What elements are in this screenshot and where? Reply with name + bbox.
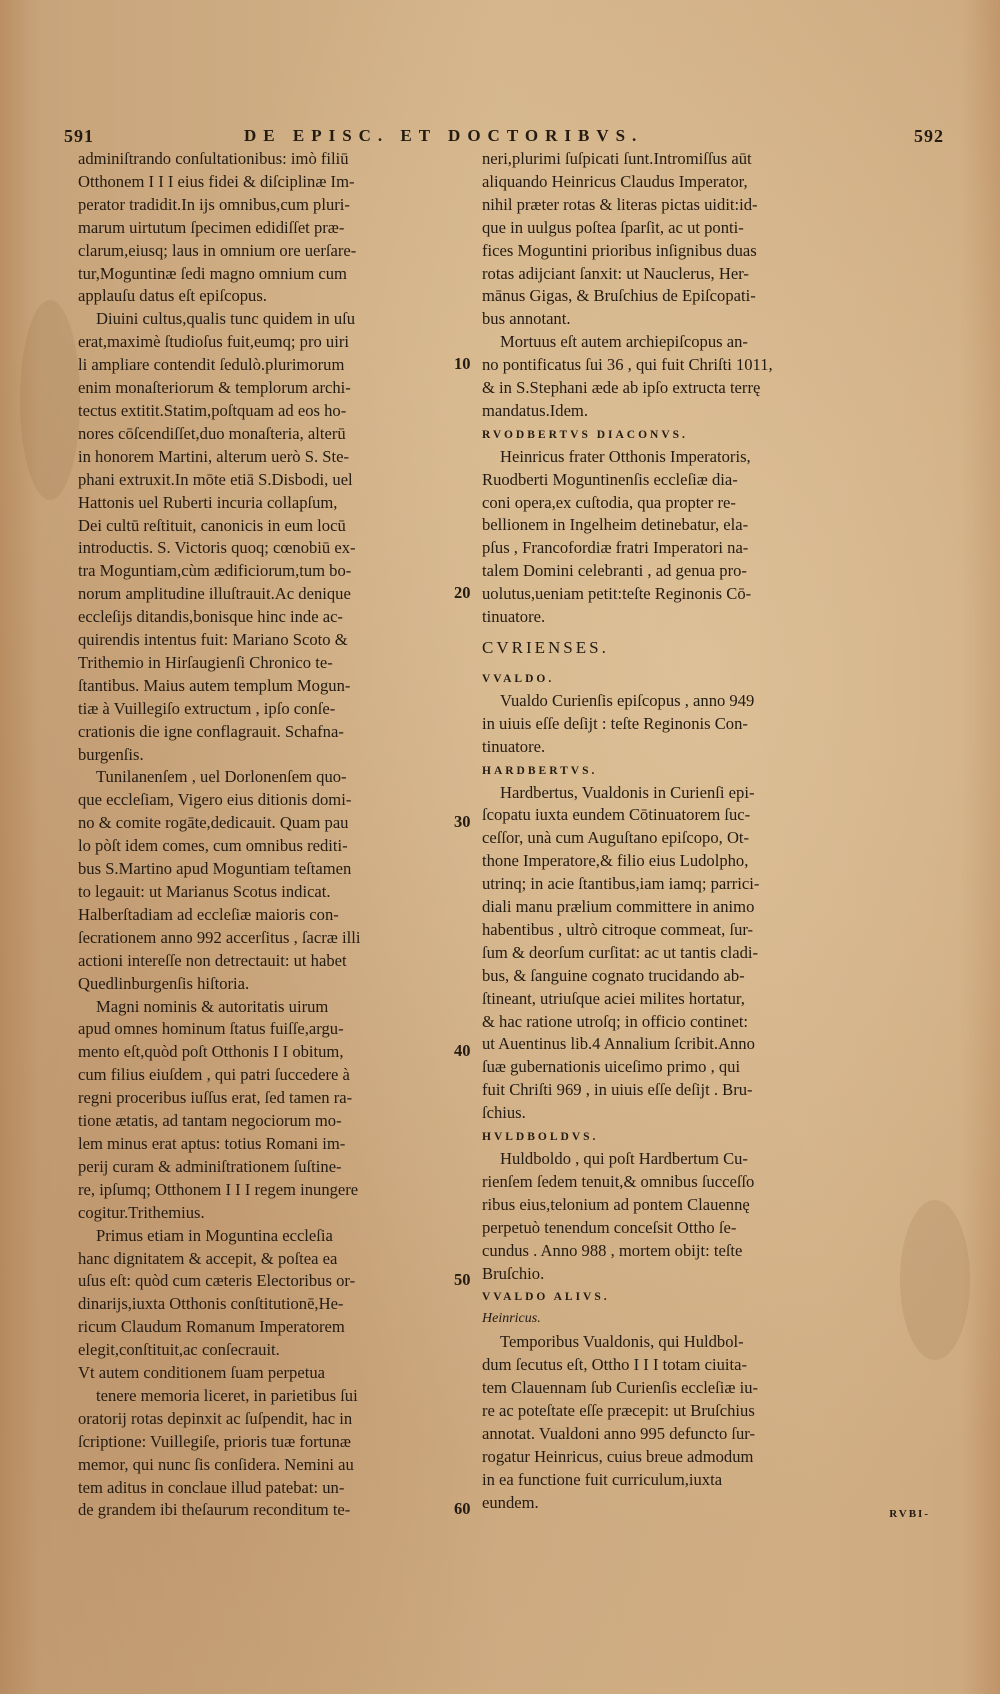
text-line: re, ipſumq; Otthonem I I I regem inungere bbox=[78, 1179, 359, 1199]
text-line: bus annotant. bbox=[482, 309, 571, 329]
text-line: dum ſecutus eſt, Ottho I I I totam ciuita- bbox=[482, 1355, 747, 1375]
text-line: lem minus erat aptus: totius Romani im- bbox=[78, 1133, 346, 1153]
text-line: phani extruxit.In mōte etiā S.Disbodi, uel bbox=[78, 469, 353, 489]
text-line: in honorem Martini, alterum uerò S. Ste- bbox=[78, 446, 349, 466]
text-line: crationis die igne conflagrauit. Schafna- bbox=[78, 721, 344, 741]
text-line: rogatur Heinricus, cuius breue admodum bbox=[482, 1446, 754, 1466]
text-line: tinuatore. bbox=[482, 736, 546, 756]
text-line: ſchius. bbox=[482, 1103, 526, 1123]
running-header bbox=[64, 126, 944, 148]
text-line: in uiuis eſſe deſijt : teſte Reginonis Con- bbox=[482, 713, 748, 733]
left-column bbox=[78, 148, 488, 1522]
text-line: fices Moguntini prioribus inſignibus duas bbox=[482, 240, 757, 260]
text-line: cum filius eiuſdem , qui patri ſuccedere à bbox=[78, 1065, 350, 1085]
text-line: pſus , Francofordiæ fratri Imperatori na- bbox=[482, 538, 749, 558]
text-line: li ampliare contendit ſedulò.plurimorum bbox=[78, 355, 345, 375]
text-line: memor, qui nunc ſis conſidera. Nemini au bbox=[78, 1454, 354, 1474]
text-line: adminiſtrando conſultationibus: imò filiū bbox=[78, 149, 349, 168]
text-line: ſuæ gubernationis uiceſimo primo , qui bbox=[482, 1057, 741, 1077]
paragraph bbox=[482, 331, 890, 423]
heading-vualdo-alius: VVALDO ALIVS. bbox=[482, 1291, 610, 1304]
text-line: actioni intereſſe non detrectauit: ut habet bbox=[78, 950, 347, 970]
text-line: elegit,conſtituit,ac conſecrauit. bbox=[78, 1340, 280, 1360]
text-line: Halberſtadiam ad eccleſiæ maioris con- bbox=[78, 904, 339, 924]
text-line: ricum Claudum Romanum Imperatorem bbox=[78, 1317, 345, 1337]
text-line: dinarijs,iuxta Otthonis conſtitutionē,He- bbox=[78, 1294, 344, 1314]
line-number: 10 bbox=[454, 354, 471, 374]
line-number: 30 bbox=[454, 812, 471, 832]
heading-subtitle: Heinricus. bbox=[482, 1311, 541, 1327]
heading-ruodbertus: RVODBERTVS DIACONVS. bbox=[482, 428, 688, 441]
text-line: que in uulgus poſtea ſparſit, ac ut ponti- bbox=[482, 217, 744, 237]
text-line: bus, & ſanguine cognato trucidando ab- bbox=[482, 965, 745, 985]
text-line: eccleſijs ditandis,bonisque hinc inde ac- bbox=[78, 607, 343, 627]
page-number-left: 591 bbox=[64, 126, 94, 146]
text-line: tem aditus in conclaue illud patebat: un- bbox=[78, 1477, 345, 1497]
text-line: erat,maximè ſtudioſus fuit,eumq; pro uiri bbox=[78, 332, 349, 352]
text-line: no & comite rogāte,dedicauit. Quam pau bbox=[78, 813, 349, 833]
text-line: Trithemio in Hirſaugienſi Chronico te- bbox=[78, 652, 333, 672]
text-line: bellionem in Ingelheim detinebatur, ela- bbox=[482, 515, 749, 535]
text-line: Vt autem conditionem ſuam perpetua bbox=[78, 1363, 325, 1383]
text-line: ſcopatu iuxta eundem Cōtinuatorem ſuc- bbox=[482, 805, 751, 825]
text-line: coni opera,ex cuſtodia, qua propter re- bbox=[482, 492, 736, 512]
text-line: habentibus , ultrò citroque commeat, ſur- bbox=[482, 919, 754, 939]
text-line: Magni nominis & autoritatis uirum bbox=[96, 996, 329, 1016]
page-number-right: 592 bbox=[914, 126, 944, 146]
text-line: Primus etiam in Moguntina eccleſia bbox=[96, 1225, 333, 1245]
text-line: tione ætatis, ad tantam negociorum mo- bbox=[78, 1111, 342, 1131]
text-line: ut Auentinus lib.4 Annalium ſcribit.Anno bbox=[482, 1034, 755, 1054]
text-line: re ac poteſtate eſſe præcepit: ut Bruſchius bbox=[482, 1400, 755, 1420]
text-line: thone Imperatore,& filio eius Ludolpho, bbox=[482, 851, 749, 871]
text-line: ceſſor, unà cum Auguſtano epiſcopo, Ot- bbox=[482, 828, 750, 848]
text-line: nihil præter rotas & literas pictas uidit:id- bbox=[482, 194, 758, 214]
text-line: bus S.Martino apud Moguntiam teſtamen bbox=[78, 859, 352, 879]
text-line: Otthonem I I I eius fidei & diſciplinæ Im- bbox=[78, 171, 355, 191]
text-line: rienſem ſedem tenuit,& omnibus ſucceſſo bbox=[482, 1171, 755, 1191]
paragraph bbox=[482, 446, 890, 629]
line-number: 20 bbox=[454, 583, 471, 603]
text-line: tem Clauennam ſub Curienſis eccleſiæ iu- bbox=[482, 1378, 759, 1398]
text-line: applauſu datus eſt epiſcopus. bbox=[78, 286, 267, 306]
text-line: perij curam & adminiſtrationem ſuſtine- bbox=[78, 1156, 342, 1176]
text-line: tiæ à Vuillegiſo extructum , ipſo conſe- bbox=[78, 698, 336, 718]
text-line: Vualdo Curienſis epiſcopus , anno 949 bbox=[500, 690, 755, 710]
text-line: no pontificatus ſui 36 , qui fuit Chriſti 1011, bbox=[482, 355, 773, 375]
paragraph bbox=[482, 782, 890, 1126]
text-line: Huldboldo , qui poſt Hardbertum Cu- bbox=[500, 1149, 748, 1168]
text-line: tenere memoria liceret, in parietibus ſui bbox=[96, 1385, 358, 1405]
text-line: uſus eſt: quòd cum cæteris Electoribus or- bbox=[78, 1271, 356, 1291]
text-line: neri,plurimi ſuſpicati ſunt.Intromiſſus aūt bbox=[482, 149, 752, 168]
text-line: Hattonis uel Ruberti incuria collapſum, bbox=[78, 492, 338, 512]
text-line: in ea functione fuit curriculum,iuxta bbox=[482, 1469, 723, 1489]
paper-stain bbox=[20, 300, 80, 500]
paragraph bbox=[482, 1331, 890, 1514]
text-line: ribus eius,telonium ad pontem Clauennę bbox=[482, 1194, 750, 1214]
text-line: & in S.Stephani æde ab ipſo extructa terrę bbox=[482, 378, 761, 398]
text-line: annotat. Vualdoni anno 995 defuncto ſur- bbox=[482, 1423, 756, 1443]
heading-huldboldus: HVLDBOLDVS. bbox=[482, 1131, 599, 1144]
text-line: eundem. bbox=[482, 1492, 539, 1512]
text-line: mandatus.Idem. bbox=[482, 400, 588, 420]
section-title: CVRIENSES. bbox=[482, 638, 609, 658]
text-line: norum amplitudine illuſtrauit.Ac denique bbox=[78, 584, 351, 604]
line-number: 60 bbox=[454, 1499, 471, 1519]
text-line: fuit Chriſti 969 , in uiuis eſſe deſijt . Bru- bbox=[482, 1080, 753, 1100]
paragraph bbox=[482, 1148, 890, 1285]
text-line: Ruodberti Moguntinenſis eccleſiæ dia- bbox=[482, 469, 738, 489]
running-title: DE EPISC. ET DOCTORIBVS. bbox=[244, 126, 644, 145]
text-line: Heinricus frater Otthonis Imperatoris, bbox=[500, 446, 751, 466]
text-line: Hardbertus, Vualdonis in Curienſi epi- bbox=[500, 782, 755, 802]
paragraph bbox=[482, 690, 890, 759]
text-line: tinuatore. bbox=[482, 607, 546, 627]
text-line: Bruſchio. bbox=[482, 1263, 545, 1283]
text-line: talem Domini celebranti , ad genua pro- bbox=[482, 561, 747, 581]
text-line: lo pòſt idem comes, cum omnibus rediti- bbox=[78, 836, 348, 856]
text-line: mento eſt,quòd poſt Otthonis I I obitum, bbox=[78, 1042, 344, 1062]
text-line: Dei cultū reſtituit, canonicis in eum locū bbox=[78, 515, 346, 535]
text-line: cogitur.Trithemius. bbox=[78, 1202, 205, 1222]
line-number: 40 bbox=[454, 1041, 471, 1061]
text-line: & hac ratione utroſq; in officio continet: bbox=[482, 1011, 749, 1031]
text-line: ſcriptione: Vuillegiſe, prioris tuæ fortunæ bbox=[78, 1431, 351, 1451]
text-line: mānus Gigas, & Bruſchius de Epiſcopati- bbox=[482, 286, 756, 306]
heading-hardbertus: HARDBERTVS. bbox=[482, 764, 598, 777]
text-line: tra Moguntiam,cùm ædificiorum,tum bo- bbox=[78, 561, 352, 581]
text-line: tectus extitit.Statim,poſtquam ad eos ho- bbox=[78, 400, 347, 420]
text-line: ſtantibus. Maius autem templum Mogun- bbox=[78, 675, 351, 695]
text-line: utrinq; in acie ſtantibus,iam iamq; parrici- bbox=[482, 874, 760, 894]
text-line: perator tradidit.In ijs omnibus,cum pluri- bbox=[78, 194, 350, 214]
text-line: Diuini cultus,qualis tunc quidem in uſu bbox=[96, 309, 356, 329]
text-line: enim monaſteriorum & templorum archi- bbox=[78, 378, 351, 398]
text-line: tur,Moguntinæ ſedi magno omnium cum bbox=[78, 263, 347, 283]
text-line: quirendis intentus fuit: Mariano Scoto & bbox=[78, 630, 348, 650]
text-line: Mortuus eſt autem archiepiſcopus an- bbox=[500, 332, 748, 352]
text-line: regni proceribus iuſſus erat, ſed tamen ra- bbox=[78, 1088, 353, 1108]
text-line: cundus . Anno 988 , mortem obijt: teſte bbox=[482, 1240, 743, 1260]
paragraph bbox=[482, 148, 890, 331]
text-line: de grandem ibi theſaurum reconditum te- bbox=[78, 1500, 351, 1520]
text-line: que eccleſiam, Vigero eius ditionis domi- bbox=[78, 790, 352, 810]
text-line: ſtineant, utriuſque aciei milites hortatur, bbox=[482, 988, 745, 1008]
paper-stain bbox=[900, 1200, 970, 1360]
heading-vualdo: VVALDO. bbox=[482, 673, 555, 686]
text-line: marum uirtutum ſpecimen edidiſſet præ- bbox=[78, 217, 345, 237]
text-line: ſecrationem anno 992 accerſitus , ſacræ illi bbox=[78, 927, 361, 947]
text-line: apud omnes hominum ſtatus fuiſſe,argu- bbox=[78, 1019, 344, 1039]
text-line: rotas adijciant ſanxit: ut Nauclerus, Her- bbox=[482, 263, 749, 283]
text-line: burgenſis. bbox=[78, 744, 144, 764]
text-line: introductis. S. Victoris quoq; cœnobiū ex- bbox=[78, 538, 356, 558]
text-line: to legauit: ut Marianus Scotus indicat. bbox=[78, 882, 331, 901]
text-line: Quedlinburgenſis hiſtoria. bbox=[78, 973, 250, 993]
text-line: Tunilanenſem , uel Dorlonenſem quo- bbox=[96, 767, 347, 787]
text-line: Temporibus Vualdonis, qui Huldbol- bbox=[500, 1332, 744, 1352]
catchword: RVBI- bbox=[889, 1508, 930, 1520]
line-number: 50 bbox=[454, 1270, 471, 1290]
text-line: uolutus,ueniam petit:teſte Reginonis Cō- bbox=[482, 584, 752, 604]
text-line: hanc dignitatem & accepit, & poſtea ea bbox=[78, 1248, 338, 1268]
text-line: oratorij rotas depinxit ac ſuſpendit, hac in bbox=[78, 1408, 353, 1428]
text-line: nores cōſcendiſſet,duo monaſteria, alterū bbox=[78, 423, 346, 443]
text-line: perpetuò tenendum conceſsit Ottho ſe- bbox=[482, 1217, 737, 1237]
text-line: ſum & deorſum curſitat: ac ut tantis cladi- bbox=[482, 942, 759, 962]
right-column bbox=[482, 148, 890, 1514]
text-line: clarum,eiusq; laus in omnium ore uerſare- bbox=[78, 240, 357, 260]
text-line: diali manu prælium committere in animo bbox=[482, 897, 755, 917]
text-line: aliquando Heinricus Claudus Imperator, bbox=[482, 171, 748, 191]
